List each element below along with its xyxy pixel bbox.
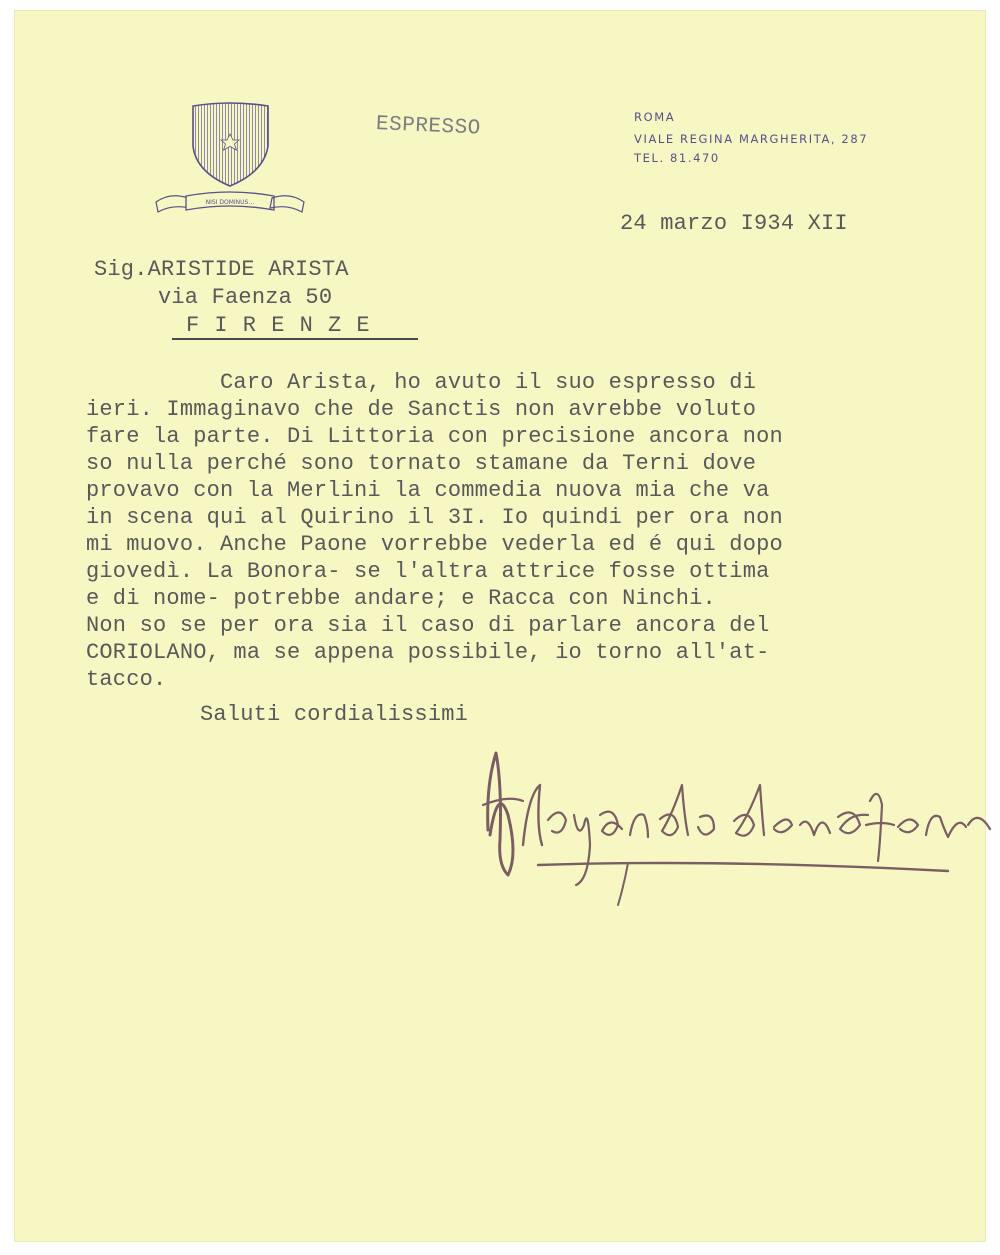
recipient-city-underline — [172, 338, 418, 340]
letterhead-address: VIALE REGINA MARGHERITA, 287 — [634, 132, 869, 146]
letterhead-phone: TEL. 81.470 — [634, 151, 720, 165]
letterhead-city: ROMA — [634, 110, 676, 124]
closing: Saluti cordialissimi — [200, 702, 469, 727]
body-line: ieri. Immaginavo che de Sanctis non avrebbe voluto — [86, 397, 757, 422]
recipient-city: F I R E N Z E — [186, 313, 371, 338]
espresso-stamp: ESPRESSO — [375, 113, 482, 141]
body-line: provavo con la Merlini la commedia nuova mia che va — [86, 478, 770, 503]
body-line: in scena qui al Quirino il 3I. Io quindi per ora non — [86, 505, 783, 530]
body-line: mi muovo. Anche Paone vorrebbe vederla ed é qui dopo — [86, 532, 783, 557]
body-line: CORIOLANO, ma se appena possibile, io torno all'at- — [86, 640, 770, 665]
body-line: giovedì. La Bonora- se l'altra attrice fosse ottima — [86, 559, 770, 584]
body-line: Caro Arista, ho avuto il suo espresso di — [86, 370, 757, 395]
body-line: e di nome- potrebbe andare; e Racca con Ninchi. — [86, 586, 716, 611]
body-line: fare la parte. Di Littoria con precisione ancora non — [86, 424, 783, 449]
crest-motto: NISI DOMINUS… — [205, 199, 255, 206]
body-line: so nulla perché sono tornato stamane da Terni dove — [86, 451, 757, 476]
body-line: tacco. — [86, 667, 167, 692]
body-line: Non so se per ora sia il caso di parlare ancora del — [86, 613, 770, 638]
handwritten-signature — [478, 745, 998, 915]
recipient-name: Sig.ARISTIDE ARISTA — [94, 257, 349, 282]
crest-shield-icon — [150, 100, 310, 225]
letter-date: 24 marzo I934 XII — [620, 211, 848, 236]
recipient-street: via Faenza 50 — [158, 285, 333, 310]
